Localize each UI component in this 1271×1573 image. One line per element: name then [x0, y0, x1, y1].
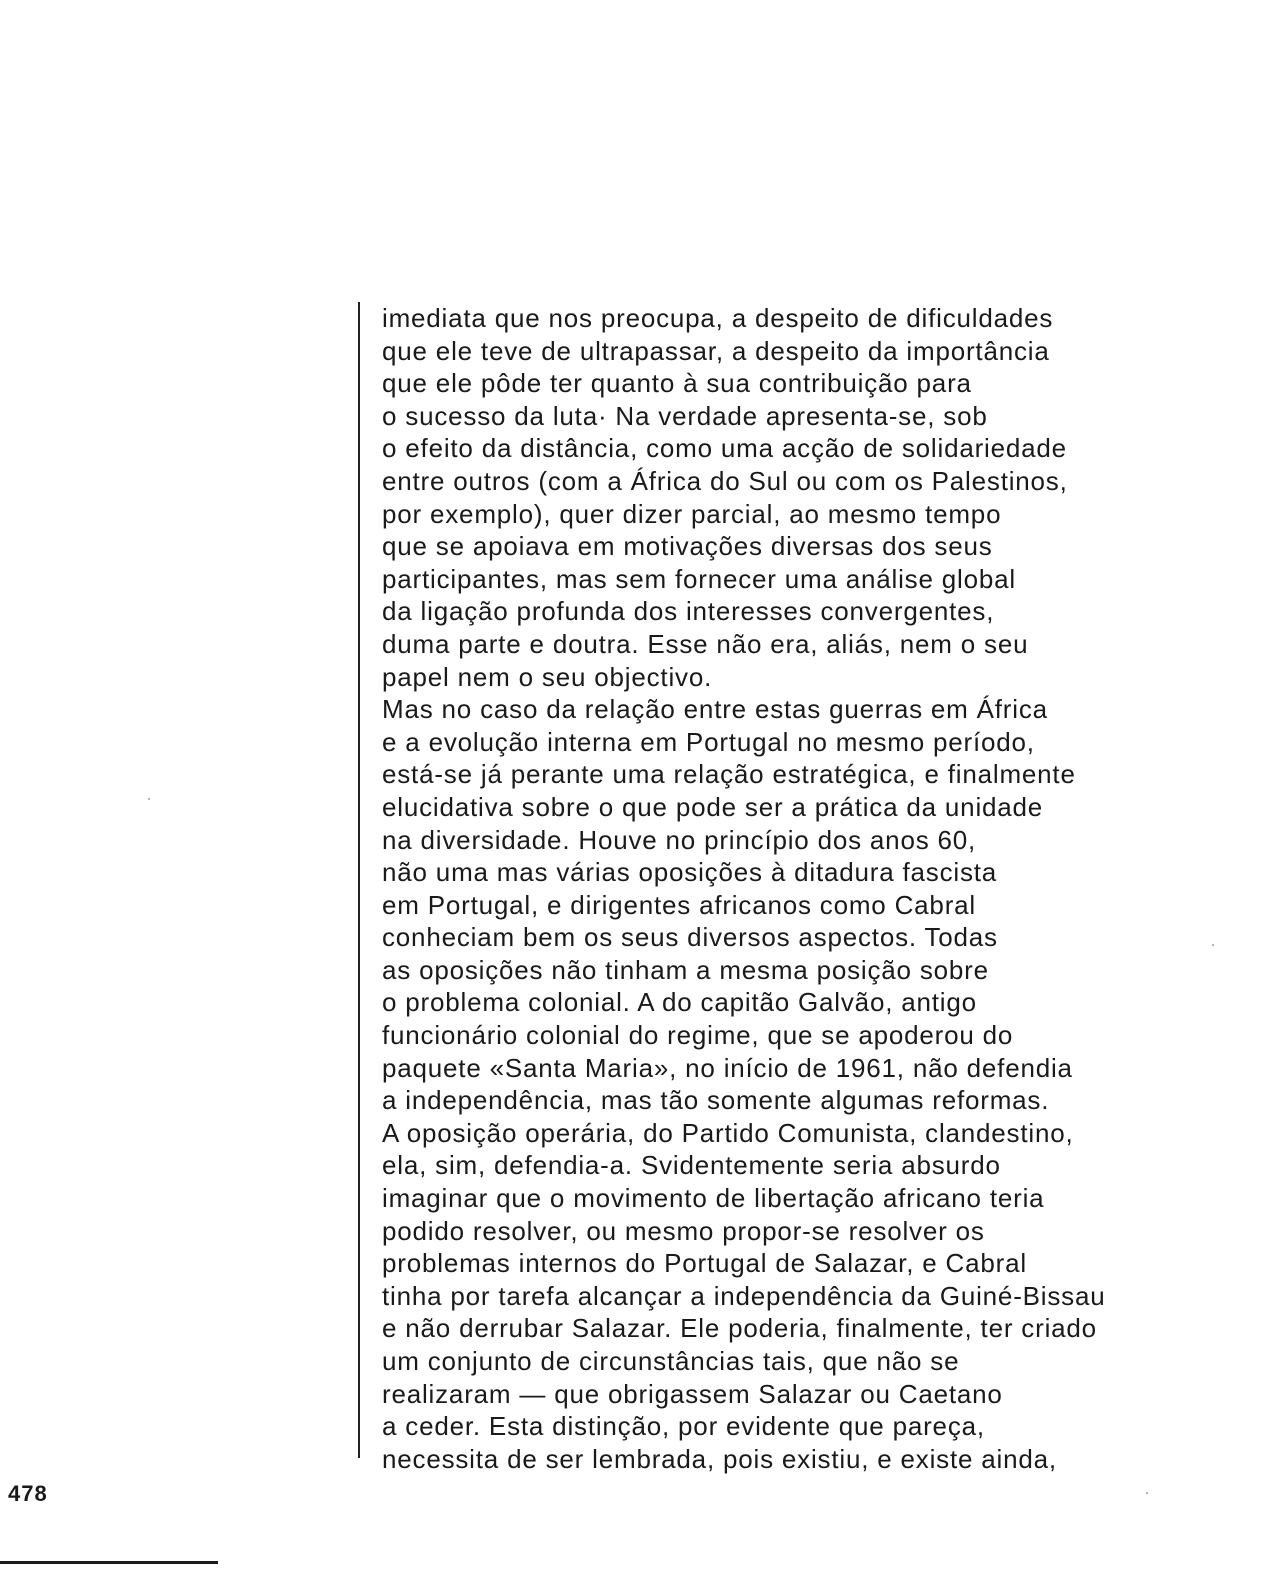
text-line: entre outros (com a África do Sul ou com os Palestinos,: [382, 465, 1068, 496]
text-line: tinha por tarefa alcançar a independência da Guiné-Bissau: [382, 1280, 1106, 1311]
text-line: e a evolução interna em Portugal no mesmo período,: [382, 726, 1035, 757]
text-line: por exemplo), quer dizer parcial, ao mesmo tempo: [382, 498, 1002, 529]
bottom-rule: [0, 1561, 218, 1564]
text-line: ela, sim, defendia-a. Svidentemente seria absurdo: [382, 1150, 1001, 1181]
text-line: que se apoiava em motivações diversas dos seus: [382, 531, 993, 562]
text-line: funcionário colonial do regime, que se apoderou do: [382, 1020, 1014, 1051]
text-line: em Portugal, e dirigentes africanos como Cabral: [382, 889, 976, 920]
text-line: o efeito da distância, como uma acção de solidariedade: [382, 433, 1067, 464]
text-line: a independência, mas tão somente algumas reformas.: [382, 1085, 1050, 1116]
text-line: problemas internos do Portugal de Salazar, e Cabral: [382, 1248, 1027, 1279]
page-number: 478: [8, 1481, 48, 1506]
text-line: e não derrubar Salazar. Ele poderia, finalmente, ter criado: [382, 1313, 1097, 1344]
text-line: duma parte e doutra. Esse não era, aliás, nem o seu: [382, 628, 1029, 659]
text-line: necessita de ser lembrada, pois existiu, e existe ainda,: [382, 1443, 1057, 1474]
text-line: um conjunto de circunstâncias tais, que não se: [382, 1346, 960, 1376]
text-line: imediata que nos preocupa, a despeito de dificuldades: [382, 303, 1054, 333]
text-line: as oposições não tinham a mesma posição sobre: [382, 954, 989, 985]
text-line: não uma mas várias oposições à ditadura fascista: [382, 857, 998, 888]
text-line: A oposição operária, do Partido Comunista, clandestino,: [382, 1117, 1074, 1148]
scan-speck: [1212, 944, 1214, 946]
text-line: o problema colonial. A do capitão Galvão, antigo: [382, 987, 977, 1018]
text-line: paquete «Santa Maria», no início de 1961, não defendia: [382, 1052, 1073, 1083]
text-line: realizaram — que obrigassem Salazar ou Caetano: [382, 1378, 1003, 1409]
scan-speck: [148, 798, 150, 800]
text-line: conheciam bem os seus diversos aspectos. Todas: [382, 922, 998, 953]
text-line: a ceder. Esta distinção, por evidente que pareça,: [382, 1411, 985, 1442]
text-line: que ele pôde ter quanto à sua contribuição para: [382, 368, 972, 399]
text-line: da ligação profunda dos interesses convergentes,: [382, 596, 995, 627]
text-line: Mas no caso da relação entre estas guerras em África: [382, 694, 1048, 725]
body-text: [382, 302, 1262, 1475]
text-line: papel nem o seu objectivo.: [382, 661, 713, 692]
text-line: elucidativa sobre o que pode ser a prática da unidade: [382, 791, 1044, 822]
text-line: participantes, mas sem fornecer uma análise global: [382, 563, 1016, 594]
text-line: o sucesso da luta· Na verdade apresenta-se, sob: [382, 400, 988, 431]
margin-rule: [358, 302, 360, 1458]
text-line: na diversidade. Houve no princípio dos anos 60,: [382, 824, 977, 855]
scan-speck: [1146, 1492, 1148, 1494]
text-line: podido resolver, ou mesmo propor-se resolver os: [382, 1215, 985, 1246]
text-line: que ele teve de ultrapassar, a despeito da importância: [382, 335, 1050, 366]
text-line: imaginar que o movimento de libertação africano teria: [382, 1183, 1045, 1214]
text-line: está-se já perante uma relação estratégica, e finalmente: [382, 759, 1076, 790]
